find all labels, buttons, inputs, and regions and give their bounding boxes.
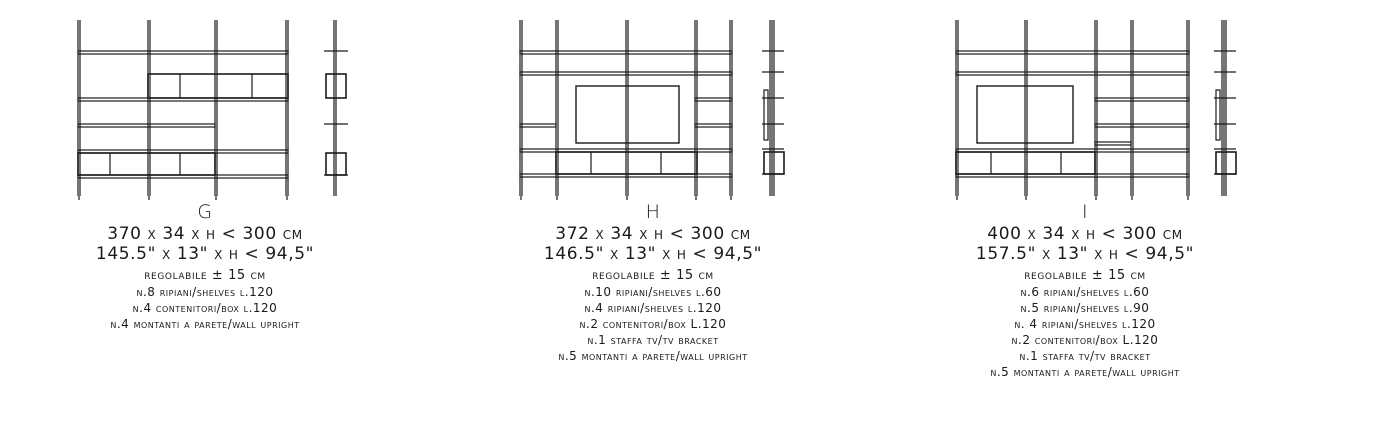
component-item: n.5 montanti a parete/wall upright (990, 365, 1180, 379)
side-view-h (758, 18, 798, 200)
component-item: n.2 contenitori/box L.120 (579, 317, 727, 331)
adjustable-note: regolabile ± 15 cm (144, 268, 266, 283)
configuration-i (920, 18, 1250, 380)
dimensions-inches: 146.5" x 13" x h < 94,5" (543, 244, 763, 264)
component-item: n.8 ripiani/shelves l.120 (136, 285, 274, 299)
dimensions-cm: 400 x 34 x h < 300 cm (987, 224, 1183, 244)
configuration-letter: G (197, 201, 213, 223)
configuration-h (488, 18, 818, 364)
component-item: n.2 contenitori/box L.120 (1011, 333, 1159, 347)
side-view-g (320, 18, 360, 200)
component-item: n. 4 ripiani/shelves l.120 (1014, 317, 1156, 331)
configuration-letter: I (1081, 201, 1089, 223)
dimensions-inches: 145.5" x 13" x h < 94,5" (95, 244, 315, 264)
component-item: n.5 ripiani/shelves l.90 (1020, 301, 1150, 315)
drawing-h (488, 18, 818, 198)
adjustable-note: regolabile ± 15 cm (592, 268, 714, 283)
front-view-i (950, 18, 1195, 200)
front-view-g (72, 18, 302, 200)
configuration-g (40, 18, 370, 332)
component-item: n.5 montanti a parete/wall upright (558, 349, 748, 363)
component-item: n.6 ripiani/shelves l.60 (1020, 285, 1150, 299)
component-item: n.4 ripiani/shelves l.120 (584, 301, 722, 315)
dimensions-cm: 370 x 34 x h < 300 cm (107, 224, 303, 244)
drawing-g (40, 18, 370, 198)
component-item: n.1 staffa tv/tv bracket (1019, 349, 1151, 363)
dimensions-cm: 372 x 34 x h < 300 cm (555, 224, 751, 244)
component-item: n.4 contenitori/box l.120 (132, 301, 278, 315)
configuration-letter: H (645, 201, 661, 223)
component-item: n.10 ripiani/shelves l.60 (584, 285, 722, 299)
front-view-h (513, 18, 743, 200)
side-view-i (1210, 18, 1250, 200)
adjustable-note: regolabile ± 15 cm (1024, 268, 1146, 283)
drawing-i (920, 18, 1250, 198)
component-item: n.1 staffa tv/tv bracket (587, 333, 719, 347)
dimensions-inches: 157.5" x 13" x h < 94,5" (975, 244, 1195, 264)
component-item: n.4 montanti a parete/wall upright (110, 317, 300, 331)
